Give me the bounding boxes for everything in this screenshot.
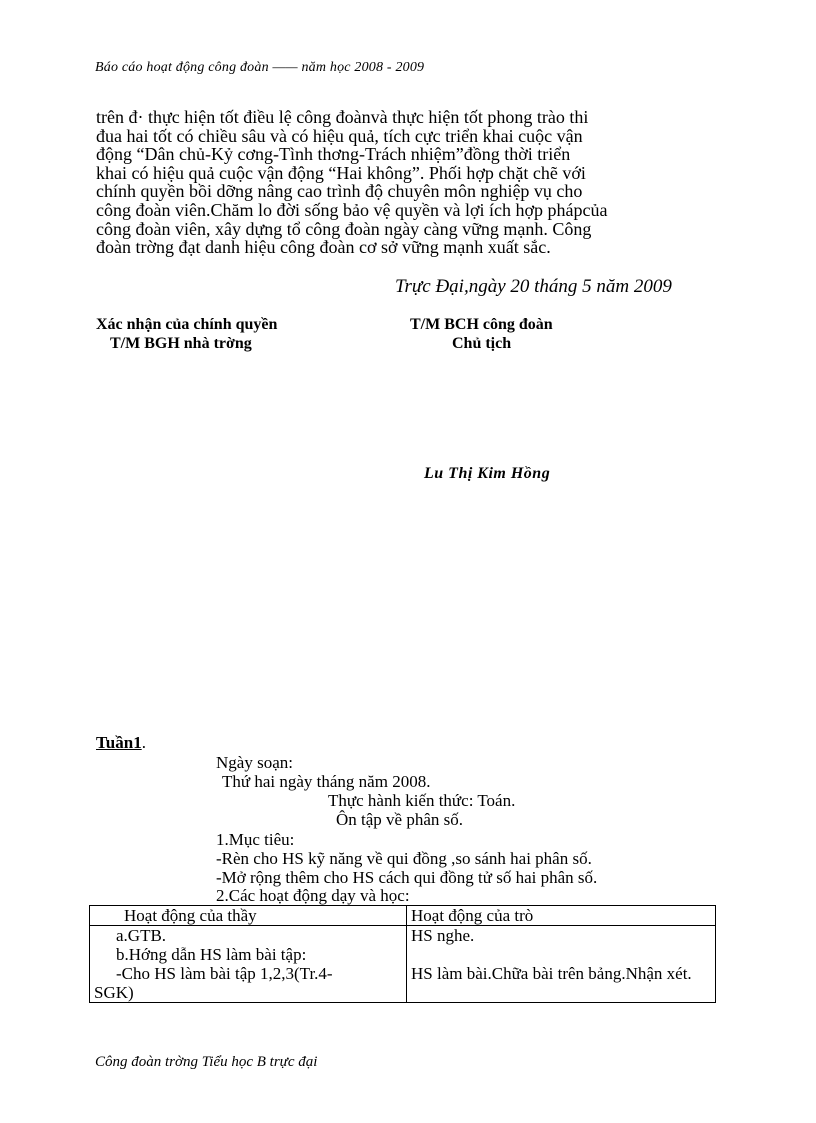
paragraph-line: chính quyền bồi dỡng nâng cao trình độ chuyên môn nghiệp vụ cho (96, 181, 583, 202)
signature-left-title: Xác nhận của chính quyền (96, 316, 278, 333)
objective-item: -Rèn cho HS kỹ năng về qui đồng ,so sánh hai phân số. (216, 849, 592, 868)
report-paragraph (96, 108, 716, 257)
week-heading (96, 733, 146, 753)
student-column-header: Hoạt động của trò (407, 906, 716, 926)
table-header-row (90, 906, 716, 926)
activities-table (89, 905, 716, 1003)
paragraph-line: đua hai tốt có chiều sâu và có hiệu quả, tích cực triển khai cuộc vận (96, 125, 583, 146)
paragraph-line: công đoàn viên, xây dựng tổ công đoàn ngày càng vững mạnh. Công (96, 218, 592, 239)
lesson-subject: Thực hành kiến thức: Toán. (328, 791, 516, 810)
paragraph-line: đoàn trờng đạt danh hiệu công đoàn cơ sở vững mạnh xuất sắc. (96, 237, 551, 258)
teacher-step: SGK) (94, 983, 134, 1002)
paragraph-line: khai có hiệu quả cuộc vận động “Hai không”. Phối hợp chặt chẽ với (96, 162, 586, 183)
signature-right-subtitle: Chủ tịch (452, 335, 512, 352)
student-step: HS làm bài.Chữa bài trên bảng.Nhận xét. (411, 964, 692, 983)
paragraph-line: trên đ· thực hiện tốt điều lệ công đoànvà thực hiện tốt phong trào thi (96, 107, 589, 127)
teacher-step: -Cho HS làm bài tập 1,2,3(Tr.4- (116, 964, 333, 983)
lesson-day: Thứ hai ngày tháng năm 2008. (222, 772, 431, 791)
paragraph-line: động “Dân chủ-Kỷ cơng-Tình thơng-Trách nhiệm”đồng thời triển (96, 144, 571, 165)
student-activities-cell (407, 926, 716, 1003)
objective-item: -Mở rộng thêm cho HS cách qui đồng tử số hai phân số. (216, 868, 598, 887)
signature-left-subtitle: T/M BGH nhà trờng (110, 335, 252, 352)
student-step: HS nghe. (411, 926, 475, 945)
signer-name: Lu Thị Kim Hồng (424, 465, 551, 482)
teacher-step: b.Hớng dẫn HS làm bài tập: (116, 945, 307, 964)
signature-block-right (410, 315, 553, 353)
teacher-column-header: Hoạt động của thầy (90, 906, 407, 926)
week-label: Tuần1 (96, 733, 142, 752)
prep-date: Ngày soạn: (216, 753, 293, 772)
objectives-heading: 1.Mục tiêu: (216, 830, 295, 849)
page-footer: Công đoàn trờng Tiểu học B trực đại (95, 1054, 318, 1070)
page-header: Báo cáo hoạt động công đoàn —— năm học 2008 - 2009 (95, 60, 425, 75)
teacher-activities-cell (90, 926, 407, 1003)
signature-right-title: T/M BCH công đoàn (410, 316, 553, 333)
paragraph-line: công đoàn viên.Chăm lo đời sống bảo vệ quyền và lợi ích hợp phápcủa (96, 199, 608, 220)
week-suffix: . (141, 733, 146, 752)
lesson-topic: Ôn tập về phân số. (336, 810, 464, 829)
activities-heading: 2.Các hoạt động dạy và học: (216, 886, 410, 905)
table-row (90, 926, 716, 1003)
signature-block-left (96, 315, 277, 353)
date-line: Trực Đại,ngày 20 tháng 5 năm 2009 (395, 276, 672, 297)
teacher-step: a.GTB. (116, 926, 167, 945)
